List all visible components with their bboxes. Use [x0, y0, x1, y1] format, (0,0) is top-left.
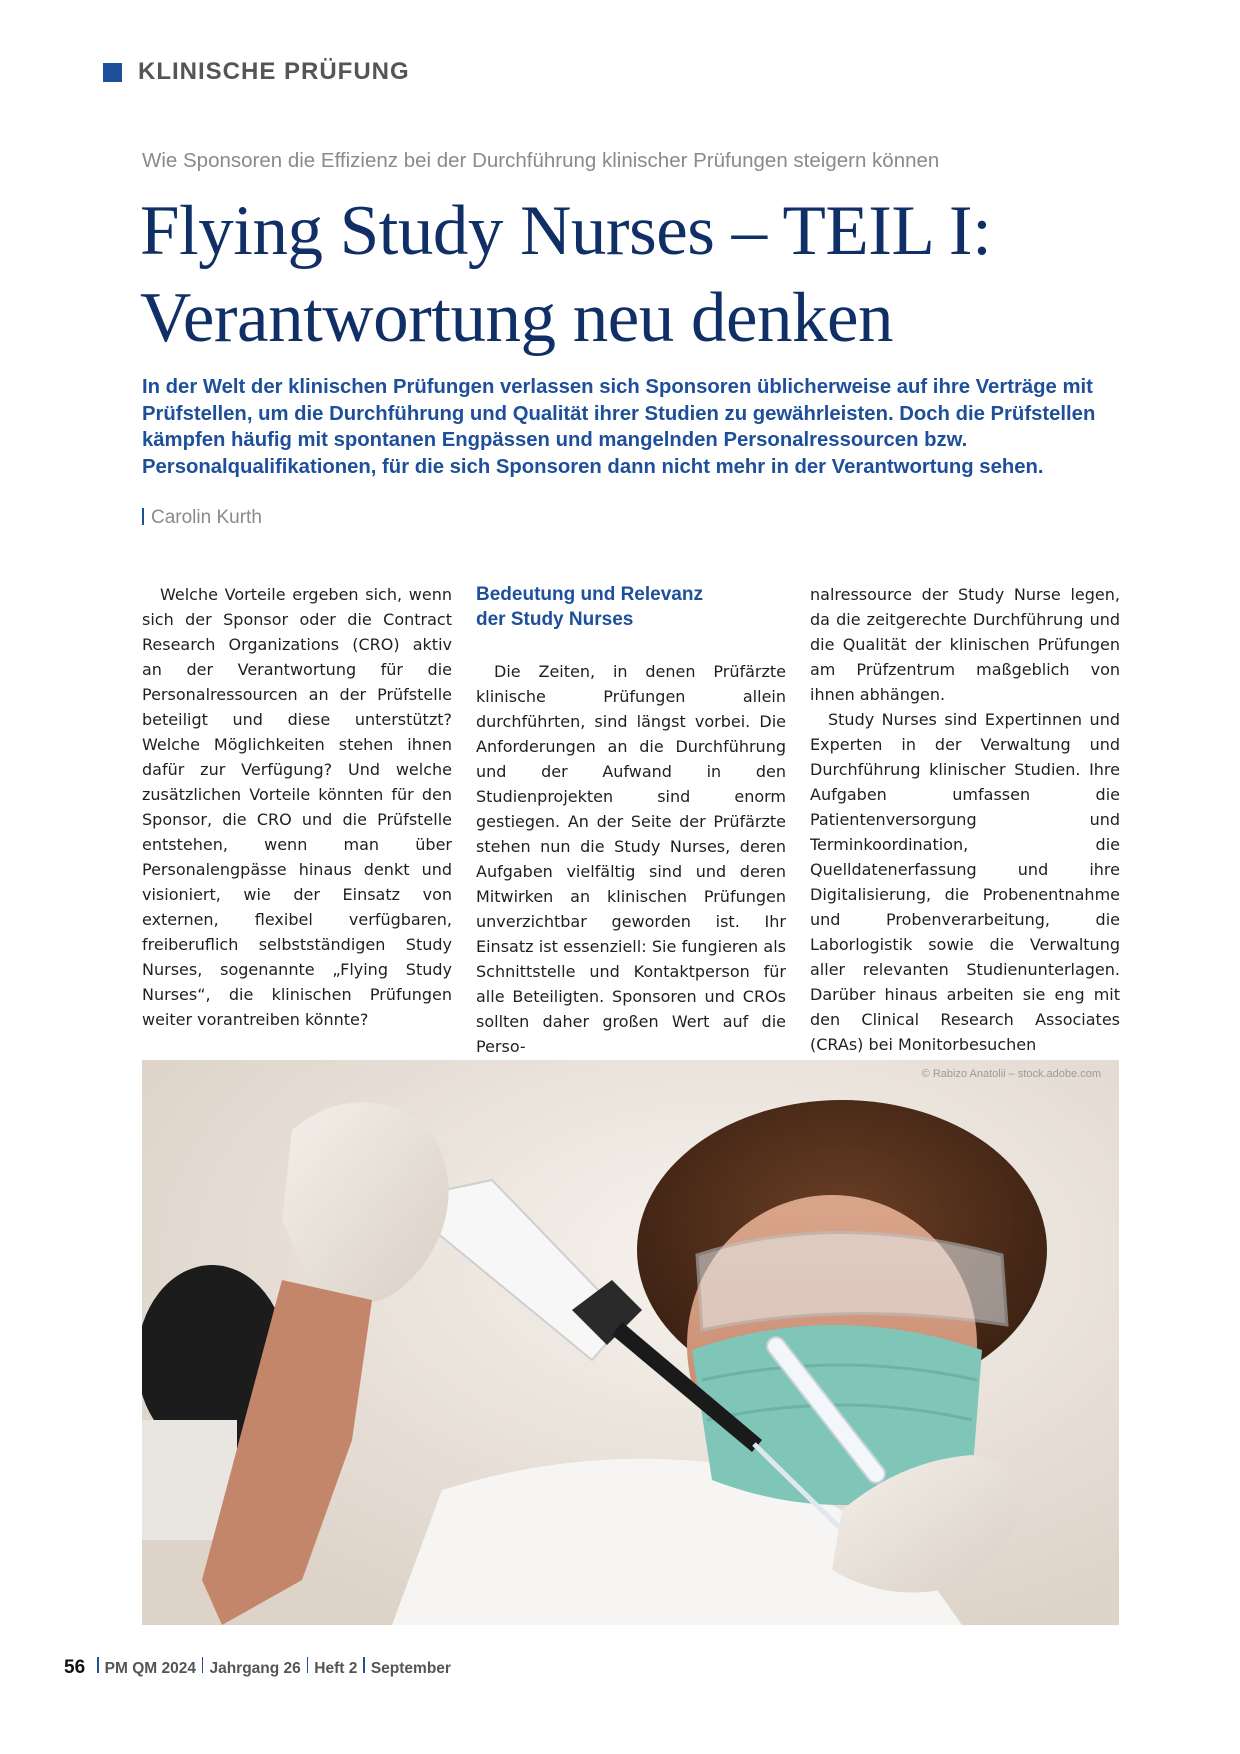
body-column-2 — [476, 582, 786, 1059]
footer-separator-icon — [307, 1657, 309, 1673]
article-title-line-1: Flying Study Nurses – TEIL I: — [140, 192, 992, 270]
lab-scene-illustration — [142, 1060, 1119, 1625]
article-title — [140, 188, 1140, 362]
body-paragraph: Welche Vorteile ergeben sich, wenn sich der Sponsor oder die Contract Research Organizations (CRO) aktiv an der Verantwortung für die Personalressourcen an der Prüfstelle beteiligt und diese unterstützt? Welche Möglichkeiten stehen ihnen dafür zur Verfügung? Und welche zusätzlichen Vorteile könnten für den Sponsor, die CRO und die Prüfstelle entstehen, wenn man über Personalengpässe hinaus denkt und visioniert, wie der Einsatz von externen, flexibel verfügbaren, freiberuflich selbstständigen Study Nurses, sogenannte „Flying Study Nurses“, die klinischen Prüfungen weiter vorantreiben könnte? — [142, 585, 452, 1029]
page-footer — [64, 1657, 451, 1679]
author-bar-icon — [142, 508, 144, 525]
section-subheading — [476, 582, 786, 632]
footer-separator-icon — [97, 1657, 99, 1673]
article-kicker: Wie Sponsoren die Effizienz bei der Durchführung klinischer Prüfungen steigern können — [142, 149, 940, 172]
journal-volume: Jahrgang 26 — [209, 1660, 301, 1677]
footer-separator-icon — [363, 1657, 365, 1673]
section-marker-icon — [103, 63, 122, 82]
body-paragraph: Die Zeiten, in denen Prüfärzte klinische Prüfungen allein durchführten, sind längst vorbei. Die Anforderungen an die Durchführung und der Aufwand in den Studienprojekten sind enorm gestiegen. An der Seite der Prüfärzte stehen nun die Study Nurses, deren Aufgaben vielfältig sind und deren Mitwirken an klinischen Prüfungen unverzichtbar geworden ist. Ihr Einsatz ist essenziell: Sie fungieren als Schnittstelle und Kontaktperson für alle Beteiligten. Sponsoren und CROs sollten daher großen Wert auf die Perso- — [476, 662, 786, 1056]
article-photo — [142, 1060, 1119, 1625]
body-paragraph: nalressource der Study Nurse legen, da die zeitgerechte Durchführung und die Qualität der klinischen Prüfungen am Prüfzentrum maßgeblich von ihnen abhängen. — [810, 585, 1120, 704]
journal-month: September — [370, 1660, 451, 1677]
body-column-1 — [142, 582, 452, 1032]
footer-separator-icon — [202, 1657, 204, 1673]
author-line — [142, 507, 262, 529]
section-label — [103, 58, 410, 86]
journal-name: PM QM 2024 — [104, 1660, 196, 1677]
body-column-3 — [810, 582, 1120, 1057]
journal-issue: Heft 2 — [314, 1660, 358, 1677]
author-name: Carolin Kurth — [151, 507, 262, 528]
subheading-line-1: Bedeutung und Relevanz — [476, 584, 703, 605]
photo-credit: © Rabizo Anatolii – stock.adobe.com — [921, 1068, 1101, 1080]
body-paragraph: Study Nurses sind Expertinnen und Experten in der Verwaltung und Durchführung klinischer Studien. Ihre Aufgaben umfassen die Patientenversorgung und Terminkoordination, die Quelldatenerfassung und ihre Digitalisierung, die Probenentnahme und Probenverarbeitung, die Laborlogistik sowie die Verwaltung aller relevanten Studienunterlagen. Darüber hinaus arbeiten sie eng mit den Clinical Research Associates (CRAs) bei Monitorbesuchen — [810, 710, 1120, 1054]
page-number: 56 — [64, 1657, 86, 1678]
article-lead: In der Welt der klinischen Prüfungen verlassen sich Sponsoren üblicherweise auf ihre Verträge mit Prüfstellen, um die Durchführung und Qualität ihrer Studien zu gewährleisten. Doch die Prüfstellen kämpfen häufig mit spontanen Engpässen und mangelnden Personalressourcen bzw. Personalqualifikationen, für die sich Sponsoren dann nicht mehr in der Verantwortung sehen. — [142, 376, 1096, 478]
section-title: KLINISCHE PRÜFUNG — [138, 58, 410, 85]
article-title-line-2: Verantwortung neu denken — [140, 279, 893, 357]
subheading-line-2: der Study Nurses — [476, 609, 634, 630]
